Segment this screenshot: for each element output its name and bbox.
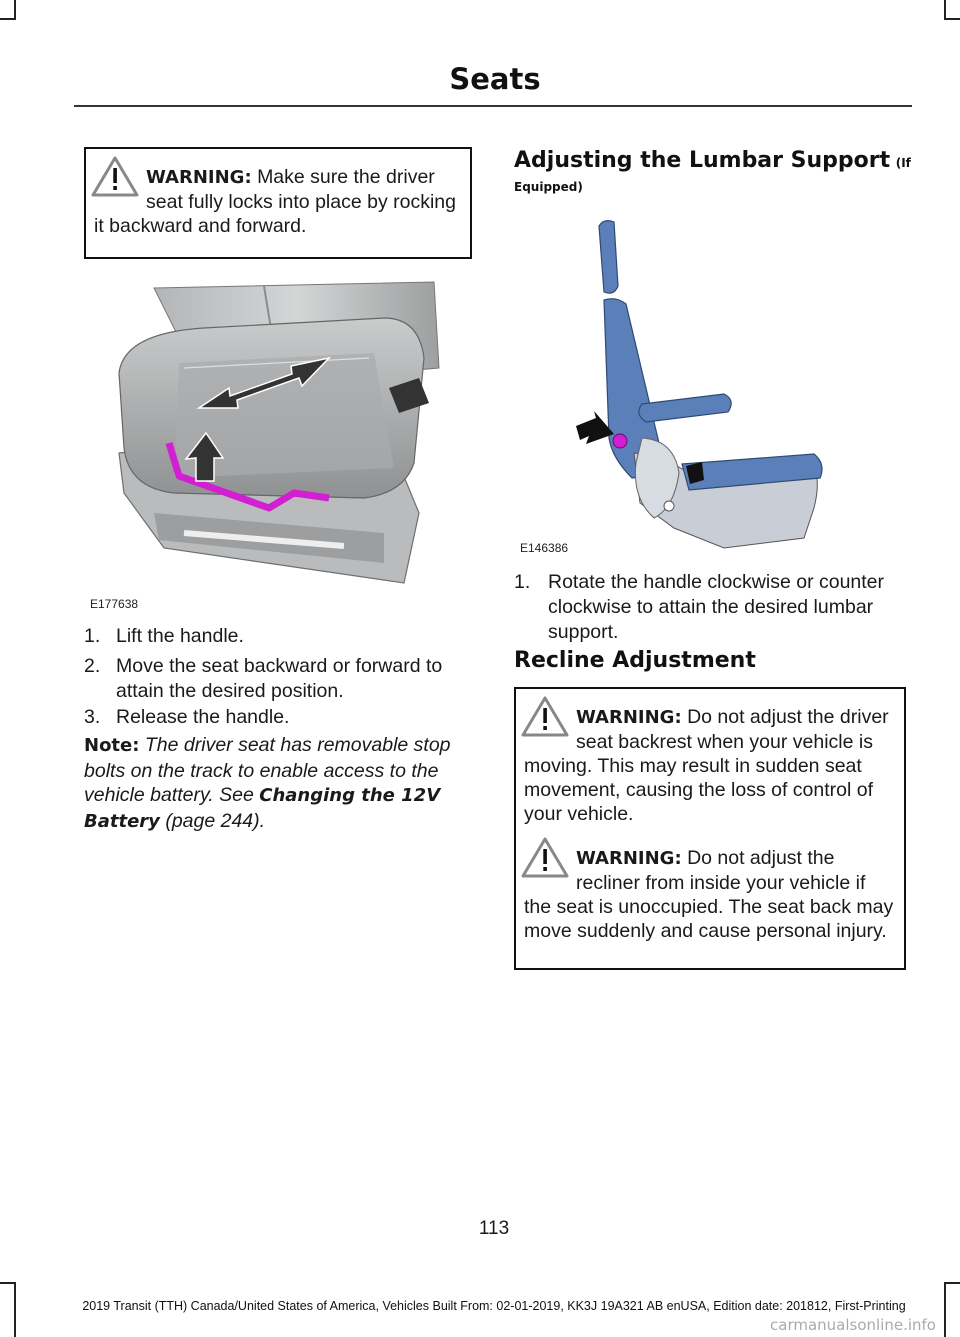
section-heading-lumbar (514, 148, 914, 173)
page-title: Seats (449, 62, 541, 96)
warning-text: Do not adjust the recliner from inside your vehicle if the seat is unoccupied. The seat back may move suddenly and cause personal injury. (524, 847, 894, 942)
warning-text: Make sure the driver seat fully locks into place by rocking it backward and forward. (94, 166, 456, 237)
header-divider (74, 105, 912, 107)
warning-text: Do not adjust the driver seat backrest when your vehicle is moving. This may result in sudden seat movement, causing the loss of control of your vehicle. (524, 706, 889, 825)
watermark: carmanualsonline.info (770, 1316, 936, 1334)
warning-triangle-icon (90, 155, 140, 199)
step-text: Rotate the handle clockwise or counter clockwise to attain the desired lumbar support. (548, 571, 885, 643)
figure-code: E146386 (520, 541, 569, 555)
step-text: Release the handle. (116, 706, 290, 728)
step-text: Lift the handle. (116, 625, 244, 647)
crop-mark (0, 1282, 16, 1284)
page-reference: (page 244). (165, 809, 266, 832)
figure-code: E177638 (90, 597, 139, 611)
crop-mark (944, 1282, 960, 1284)
crop-mark (14, 0, 16, 20)
warning-item (524, 705, 896, 826)
step-number: 1. (514, 571, 531, 593)
warning-triangle-icon (520, 836, 570, 880)
warning-item (524, 846, 896, 943)
crop-mark (0, 18, 16, 20)
list-item (514, 570, 906, 648)
seat-track-illustration (84, 278, 472, 618)
warning-triangle-icon (520, 695, 570, 739)
list-item (84, 624, 474, 649)
warning-label: WARNING: (576, 848, 682, 869)
note-paragraph (84, 733, 474, 834)
crop-mark (944, 0, 946, 20)
page-number: 113 (478, 1218, 510, 1239)
warning-box (84, 147, 472, 259)
heading-qualifier: (If (895, 156, 911, 170)
cross-reference-link[interactable]: Changing the 12V Battery (84, 785, 441, 832)
warning-label: WARNING: (576, 707, 682, 728)
step-number: 3. (84, 706, 101, 728)
step-text: Move the seat backward or forward to attain the desired position. (116, 655, 443, 702)
warning-box (514, 687, 906, 970)
list-item (84, 705, 474, 730)
note-label: Note: (84, 735, 140, 756)
crop-mark (944, 18, 960, 20)
list-item (84, 654, 474, 704)
warning-label: WARNING: (146, 167, 252, 188)
heading-text: Adjusting the Lumbar Support (514, 148, 891, 173)
footer-text: 2019 Transit (TTH) Canada/United States of America, Vehicles Built From: 02-01-2019, KK3J 19A321 AB enUSA, Edition date: 201812, First-Printing (82, 1299, 906, 1313)
note-text: The driver seat has removable stop bolts on the track to enable access to the vehicle battery. See (84, 734, 451, 806)
heading-qualifier-line2: Equipped) (514, 180, 583, 194)
section-heading-recline: Recline Adjustment (514, 648, 756, 673)
step-number: 1. (84, 625, 101, 647)
lumbar-seat-illustration (514, 208, 904, 558)
step-number: 2. (84, 655, 101, 677)
